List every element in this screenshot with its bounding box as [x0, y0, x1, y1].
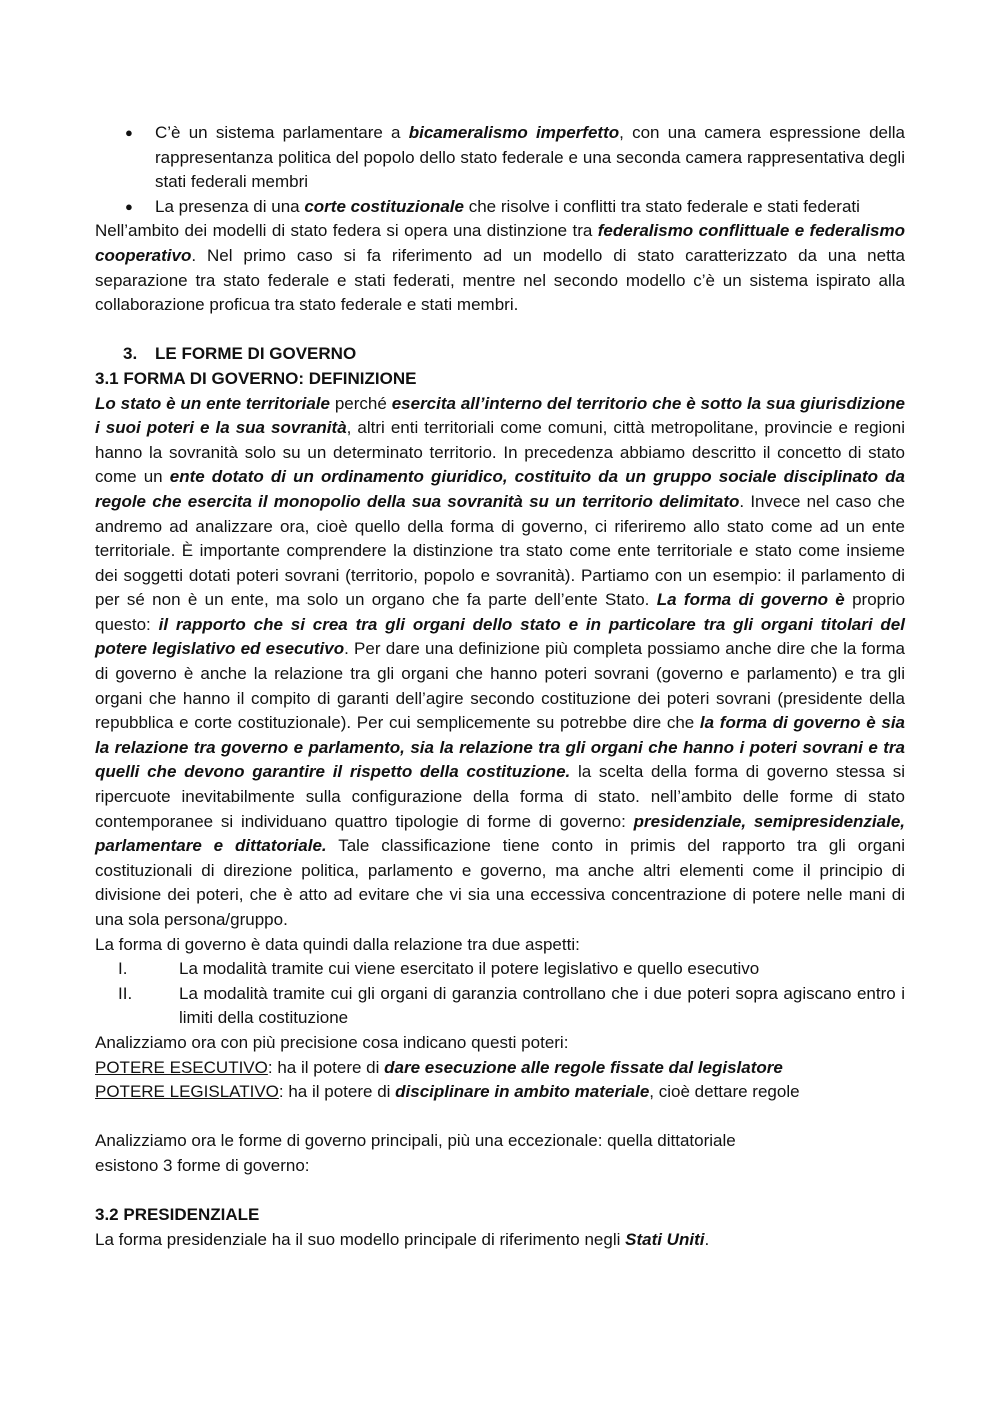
text-run: perché: [329, 393, 392, 413]
list-text: La modalità tramite cui viene esercitato il potere legislativo e quello esecutivo: [179, 959, 760, 979]
text-run: Nell’ambito dei modelli di stato federa si opera una distinzione tra: [95, 221, 598, 241]
emphasis: ente dotato di un ordinamento giuridico, costituito da un gruppo sociale disciplinato da regole che esercita il monopolio della sua sovranità su un territorio delimitato: [95, 467, 905, 511]
text-run: la scelta della forma di governo stessa si ripercuote inevitabilmente sulla configurazione della forma di stato. nell’ambito delle forme di stato contemporanee si individuano quattro tipologie di forme di governo:: [95, 762, 905, 831]
text-run: C’è un sistema parlamentare a: [155, 123, 409, 142]
text-run: . Nel primo caso si fa riferimento ad un modello di stato caratterizzato da una netta separazione tra stato federale e stati federati, mentre nel secondo modello c’è un sistema ispirato alla collaborazione proficua tra stato federale e stati membri.: [95, 245, 905, 315]
text-run: : ha il potere di: [267, 1057, 385, 1077]
list-item: [95, 121, 905, 195]
definition-paragraph: [95, 392, 905, 933]
emphasis: corte costituzionale: [304, 196, 464, 216]
emphasis: il rapporto che si crea tra gli organi dello stato e in particolare tra gli organi titolari del potere legislativo ed esecutivo: [95, 614, 905, 659]
text-run: , altri enti territoriali come comuni, città metropolitane, provincie e regioni hanno la sovranità solo su un determinato territorio. In precedenza abbiamo descritto il concetto di stato come un: [95, 418, 905, 487]
text-run: . Per dare una definizione più completa possiamo anche dire che la forma di governo è anche la relazione tra gli organi che hanno poteri sovrani (governo e parlamento) e tra gli organi che hanno il compito di garanti dell’agire secondo costituzione dei poteri sovrani (presidente della repubblica e corte costituzionale). Per cui semplicemente su potrebbe dire che: [95, 639, 906, 733]
spacer: [95, 318, 905, 343]
bullet-icon: ●: [125, 198, 133, 214]
subsection-heading: 3.2 PRESIDENZIALE: [95, 1205, 260, 1225]
legislative-power-line: [95, 1080, 905, 1105]
list-item: [95, 957, 905, 982]
text-run: , con una camera espressione della rappresentanza politica del popolo dello stato federale e una seconda camera rappresentativa degli stati federali membri: [155, 123, 905, 192]
emphasis: presidenziale, semipresidenziale, parlamentare e dittatoriale.: [95, 811, 906, 856]
text-run: , cioè dettare regole: [649, 1082, 800, 1102]
emphasis: Stati Uniti: [625, 1229, 705, 1249]
list-item: [95, 195, 905, 220]
section-title: LE FORME DI GOVERNO: [155, 344, 357, 364]
text-run: proprio questo:: [95, 590, 905, 634]
list-item: [95, 982, 905, 1031]
emphasis: bicameralismo imperfetto: [408, 123, 620, 142]
executive-power-line: [95, 1056, 905, 1081]
spacer: [95, 1179, 905, 1204]
emphasis: La forma di governo è: [656, 590, 845, 610]
spacer: [95, 1105, 905, 1130]
term-label: POTERE ESECUTIVO: [95, 1057, 268, 1077]
text-run: .: [704, 1229, 710, 1249]
section-number: 3.: [123, 344, 138, 364]
emphasis: dare esecuzione alle regole fissate dal legislatore: [384, 1057, 783, 1077]
subsection-heading: 3.1 FORMA DI GOVERNO: DEFINIZIONE: [95, 368, 417, 388]
text-run: : ha il potere di: [278, 1082, 396, 1102]
emphasis: disciplinare in ambito materiale: [395, 1082, 650, 1102]
federalism-paragraph: [95, 219, 905, 317]
list-number: II.: [118, 983, 133, 1003]
text-run: La forma presidenziale ha il suo modello principale di riferimento negli: [95, 1229, 626, 1249]
forms-count-line: esistono 3 forme di governo:: [95, 1155, 310, 1175]
page-content: [95, 121, 905, 1252]
section-heading: [95, 342, 905, 367]
text-run: che risolve i conflitti tra stato federale e stati federati: [463, 196, 860, 216]
powers-intro: Analizziamo ora con più precisione cosa indicano questi poteri:: [95, 1032, 569, 1052]
text-run: . Invece nel caso che andremo ad analizzare ora, cioè quello della forma di governo, ci riferiremo allo stato come ad un ente territoriale. È importante comprendere la distinzione tra stato come ente territoriale e stato come insieme dei soggetti dotati poteri sovrani (territorio, popolo e sovranità). Partiamo con un esempio: il parlamento di per sé non è un ente, ma solo un organo che fa parte dell’ente Stato.: [95, 491, 906, 610]
text-run: La presenza di una: [155, 196, 305, 216]
list-text: La modalità tramite cui gli organi di garanzia controllano che i due poteri sopra agiscano entro i limiti della costituzione: [179, 983, 905, 1028]
emphasis: la forma di governo è sia la relazione tra governo e parlamento, sia la relazione tra gli organi che hanno i poteri sovrani e tra quelli che devono garantire il rispetto della costituzione.: [95, 713, 905, 782]
emphasis: esercita all’interno del territorio che è sotto la sua giurisdizione i suoi poteri e la sua sovranità: [95, 393, 905, 438]
aspects-intro: La forma di governo è data quindi dalla relazione tra due aspetti:: [95, 934, 580, 954]
bullet-icon: ●: [125, 125, 133, 140]
list-number: I.: [118, 959, 128, 979]
term-label: POTERE LEGISLATIVO: [95, 1082, 279, 1102]
emphasis: Lo stato è un ente territoriale: [95, 393, 330, 413]
presidential-paragraph: [95, 1228, 905, 1253]
forms-intro-line: Analizziamo ora le forme di governo principali, più una eccezionale: quella dittatoriale: [95, 1131, 736, 1151]
text-run: Tale classificazione tiene conto in primis del rapporto tra gli organi costituzionali di direzione politica, parlamento e governo, ma anche altri elementi come il principio di divisione dei poteri, che è atto ad evitare che vi sia una eccessiva concentrazione di potere nelle mani di una sola persona/gruppo.: [95, 836, 905, 929]
emphasis: federalismo conflittuale e federalismo cooperativo: [95, 221, 905, 265]
